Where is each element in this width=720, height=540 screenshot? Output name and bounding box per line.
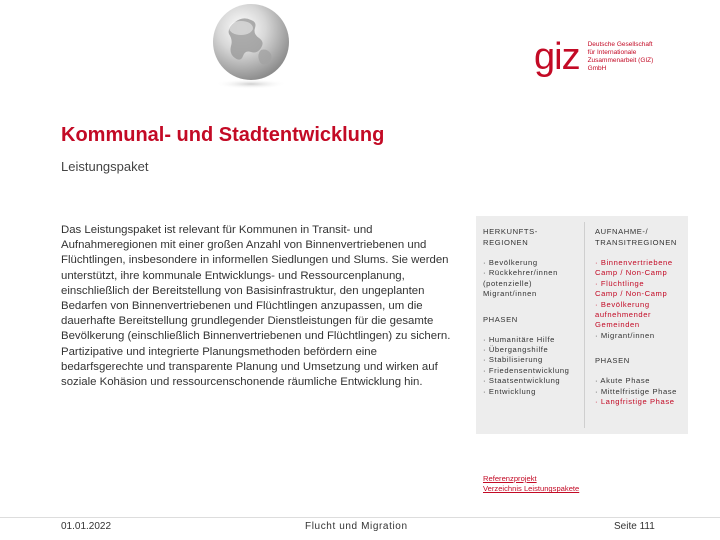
links-block — [483, 474, 579, 495]
list-item: · Humanitäre Hilfe — [483, 334, 555, 344]
host-transit-regions-list — [595, 258, 685, 341]
list-item: Camp / Non-Camp — [595, 268, 668, 278]
host-transit-regions-heading: AUFNAHME-/ TRANSITREGIONEN — [595, 227, 677, 247]
logo-subtitle-line: Deutsche Gesellschaft — [587, 41, 653, 48]
column-divider — [584, 222, 585, 428]
list-item: · Stabilisierung — [483, 355, 543, 365]
logo-wordmark: giz — [534, 36, 580, 78]
list-item: Migrant/innen — [483, 289, 537, 299]
list-item: · Bevölkerung — [483, 258, 538, 267]
info-panel — [476, 216, 688, 434]
giz-logo — [534, 38, 668, 76]
list-item: · Bevölkerung — [595, 299, 650, 309]
list-item: · Migrant/innen — [595, 330, 655, 340]
origin-regions-heading: HERKUNFTS-REGIONEN — [483, 227, 538, 247]
footer-topic: Flucht und Migration — [305, 521, 408, 532]
list-item: · Langfristige Phase — [595, 397, 675, 407]
list-item: Camp / Non-Camp — [595, 289, 668, 299]
logo-subtitle — [588, 41, 668, 73]
host-phases-heading: PHASEN — [595, 356, 630, 366]
origin-phases-list — [483, 335, 579, 397]
page-subtitle: Leistungspaket — [61, 159, 149, 174]
list-item: · Übergangshilfe — [483, 345, 549, 355]
list-item: (potenzielle) — [483, 278, 533, 288]
globe-image — [205, 0, 297, 92]
footer-date: 01.01.2022 — [61, 521, 112, 532]
page-title: Kommunal- und Stadtentwicklung — [61, 124, 385, 146]
footer-page-number: Seite 111 — [614, 521, 655, 532]
footer-divider — [0, 517, 720, 518]
list-item: Gemeinden — [595, 320, 640, 330]
list-item: · Flüchtlinge — [595, 278, 645, 288]
origin-regions-column — [483, 226, 579, 397]
origin-regions-list — [483, 258, 579, 300]
host-phases-list — [595, 376, 685, 407]
service-packages-directory-link[interactable]: Verzeichnis Leistungspakete — [483, 484, 580, 494]
list-item: · Rückkehrer/innen — [483, 268, 558, 278]
reference-project-link[interactable]: Referenzprojekt — [483, 474, 537, 483]
globe-icon — [205, 0, 297, 92]
logo-subtitle-line: Zusammenarbeit (GIZ) GmbH — [587, 57, 654, 72]
list-item: · Akute Phase — [595, 376, 651, 386]
list-item: aufnehmender — [595, 310, 652, 320]
list-item: · Staatsentwicklung — [483, 376, 561, 386]
origin-phases-heading: PHASEN — [483, 314, 518, 324]
list-item: · Mittelfristige Phase — [595, 386, 677, 396]
description-text: Das Leistungspaket ist relevant für Kommunen in Transit- und Aufnahmeregionen mit einer großen Anzahl von Binnenvertriebenen und Flüchtlingen, insbesondere in informellen Siedlungen und Slums. Sie werden unterstützt, ihre kommunale Entwicklungs- und Ressourcenplanung, einschließlich der Bereitstellung von Basisinfrastruktur, den ungeplanten Bedarfen von Binnenvertriebenen und Flüchtlingen anzupassen, um die dauerhafte Bereitstellung grundlegender Dienstleistungen für die gesamte Bevölkerung (einschließlich Binnenvertriebenen und Flüchtlingen) zu sichern. Partizipative und integrierte Planungsmethoden befördern eine bedarfsgerechte und transparente Planung und Umsetzung und wirken auf soziale Kohäsion und ressourcenschonende räumliche Entwicklung hin. — [61, 224, 451, 389]
list-item: · Friedensentwicklung — [483, 365, 570, 375]
list-item: · Binnenvertriebene — [595, 258, 673, 267]
logo-subtitle-line: für Internationale — [587, 49, 637, 56]
host-transit-regions-column — [595, 226, 685, 407]
list-item: · Entwicklung — [483, 386, 536, 396]
